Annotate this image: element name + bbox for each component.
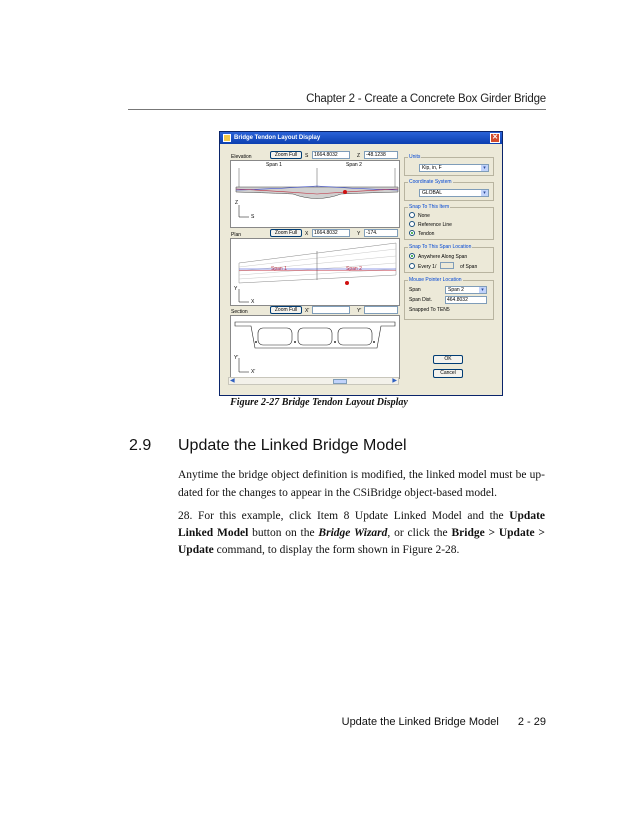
plan-x-label: X xyxy=(305,231,309,237)
plan-axis-x: X xyxy=(251,299,255,305)
mouse-location-title: Mouse Pointer Location xyxy=(409,277,462,283)
mouse-span-label: Span xyxy=(409,287,421,293)
elevation-zoom-full-button[interactable]: Zoom Full xyxy=(270,151,302,159)
section-x-label: X' xyxy=(305,308,310,314)
dialog-titlebar xyxy=(220,132,502,144)
mouse-dist-field[interactable]: 464.8032 xyxy=(445,296,487,304)
plan-zoom-full-button[interactable]: Zoom Full xyxy=(270,229,302,237)
snap-span-title: Snap To This Span Location xyxy=(409,244,472,250)
section-x-field[interactable] xyxy=(312,306,350,314)
snap-tendon-label: Tendon xyxy=(418,231,435,237)
scroll-thumb[interactable] xyxy=(333,379,347,384)
section-number: 2.9 xyxy=(129,437,152,454)
plan-tendon-marker xyxy=(345,281,349,285)
plan-x-field[interactable]: 1664.8032 xyxy=(312,229,350,237)
elevation-z-label: Z xyxy=(357,153,361,159)
section-y-label: Y' xyxy=(357,308,362,314)
plan-drawing xyxy=(231,239,399,305)
step-text-2: button on the xyxy=(248,527,319,539)
snap-every-radio[interactable] xyxy=(409,263,415,269)
tendon-layout-dialog xyxy=(219,131,503,396)
dialog-title: Bridge Tendon Layout Display xyxy=(234,135,321,141)
mouse-span-value: Span 2 xyxy=(448,287,464,293)
mouse-span-select[interactable] xyxy=(445,286,487,294)
units-title: Units xyxy=(409,154,421,160)
section-axis-y: Y' xyxy=(234,355,239,361)
coord-group xyxy=(404,179,494,201)
snap-tendon-radio[interactable] xyxy=(409,230,415,236)
snap-refline-label: Reference Line xyxy=(418,222,452,228)
running-header: Chapter 2 - Create a Concrete Box Girder Bridge xyxy=(306,93,546,105)
elevation-z-field[interactable]: -48.1238 xyxy=(364,151,398,159)
plan-view[interactable] xyxy=(230,238,400,306)
step-bridge-wizard: Bridge Wizard xyxy=(318,527,388,539)
section-label: Section xyxy=(231,309,248,315)
chevron-down-icon: ▾ xyxy=(481,165,488,171)
tendon-marker xyxy=(343,190,347,194)
plan-y-field[interactable]: -174. xyxy=(364,229,398,237)
elevation-s-field[interactable]: 1664.8032 xyxy=(312,151,350,159)
snap-item-group xyxy=(404,204,494,240)
step-bold-update-linked-model: Update Linked Model xyxy=(178,510,546,539)
snap-refline-radio[interactable] xyxy=(409,221,415,227)
mouse-snapped-label: Snapped To TEN5 xyxy=(409,307,450,313)
chevron-down-icon: ▾ xyxy=(479,287,486,293)
ok-button[interactable]: OK xyxy=(433,355,463,364)
section-zoom-full-button[interactable]: Zoom Full xyxy=(270,306,302,314)
snap-of-span-label: of Span xyxy=(460,264,478,270)
section-drawing xyxy=(231,316,399,378)
snap-every-field[interactable] xyxy=(440,262,454,269)
mouse-location-group xyxy=(404,277,494,320)
step-text-3: , or click the xyxy=(387,527,452,539)
chevron-down-icon: ▾ xyxy=(481,190,488,196)
units-value: Kip, in, F xyxy=(422,165,442,171)
step-text-4: command, to display the form shown in Figure 2-28. xyxy=(213,544,460,556)
units-group xyxy=(404,154,494,176)
snap-none-radio[interactable] xyxy=(409,212,415,218)
plan-y-label: Y xyxy=(357,231,361,237)
coord-title: Coordinate System xyxy=(409,179,452,185)
scroll-right-icon[interactable]: ▶ xyxy=(392,378,397,384)
cancel-button[interactable]: Cancel xyxy=(433,369,463,378)
plan-span2-label: Span 2 xyxy=(346,266,362,272)
page-number: 2 - 29 xyxy=(517,716,546,728)
elevation-s-label: S xyxy=(305,153,309,159)
section-axis-x: X' xyxy=(251,369,256,375)
figure-caption: Figure 2-27 Bridge Tendon Layout Display xyxy=(230,397,408,408)
app-icon xyxy=(223,134,231,142)
page-footer xyxy=(342,716,546,728)
step-bold-bridge-update: Bridge > Update > Update xyxy=(178,527,545,556)
elevation-drawing xyxy=(231,161,399,227)
section-view[interactable] xyxy=(230,315,400,379)
body-paragraph: Anytime the bridge object definition is modified, the linked model must be up-dated for the changes to appear in the CSiBridge object-based model. xyxy=(178,469,545,499)
snap-none-label: None xyxy=(418,213,430,219)
elevation-view[interactable] xyxy=(230,160,400,228)
elevation-axis-z: Z xyxy=(235,200,239,206)
plan-label: Plan xyxy=(231,232,242,238)
elevation-span2-label: Span 2 xyxy=(346,162,362,168)
scroll-left-icon[interactable]: ◀ xyxy=(230,378,235,384)
plan-axis-y: Y xyxy=(234,286,238,292)
snap-every-label: Every 1/ xyxy=(418,264,437,270)
footer-title: Update the Linked Bridge Model xyxy=(341,716,499,728)
snap-anywhere-label: Anywhere Along Span xyxy=(418,254,468,260)
horizontal-scrollbar[interactable] xyxy=(228,377,399,385)
close-icon[interactable]: ✕ xyxy=(490,133,500,143)
plan-span1-label: Span 1 xyxy=(271,266,287,272)
section-heading: Update the Linked Bridge Model xyxy=(178,437,407,454)
snap-item-title: Snap To This Item xyxy=(409,204,450,210)
elevation-axis-s: S xyxy=(251,214,255,220)
section-y-field[interactable] xyxy=(364,306,398,314)
step-28 xyxy=(178,508,545,559)
elevation-label: Elevation xyxy=(231,154,252,160)
mouse-dist-label: Span Dist. xyxy=(409,297,433,303)
coord-value: GLOBAL xyxy=(422,190,443,196)
snap-span-group xyxy=(404,244,494,273)
coord-select[interactable] xyxy=(419,189,489,197)
step-number: 28. xyxy=(178,510,193,522)
step-text-1: For this example, click Item 8 Update Linked Model and the xyxy=(197,510,510,522)
header-rule xyxy=(128,109,546,110)
units-select[interactable] xyxy=(419,164,489,172)
elevation-span1-label: Span 1 xyxy=(266,162,282,168)
snap-anywhere-radio[interactable] xyxy=(409,253,415,259)
